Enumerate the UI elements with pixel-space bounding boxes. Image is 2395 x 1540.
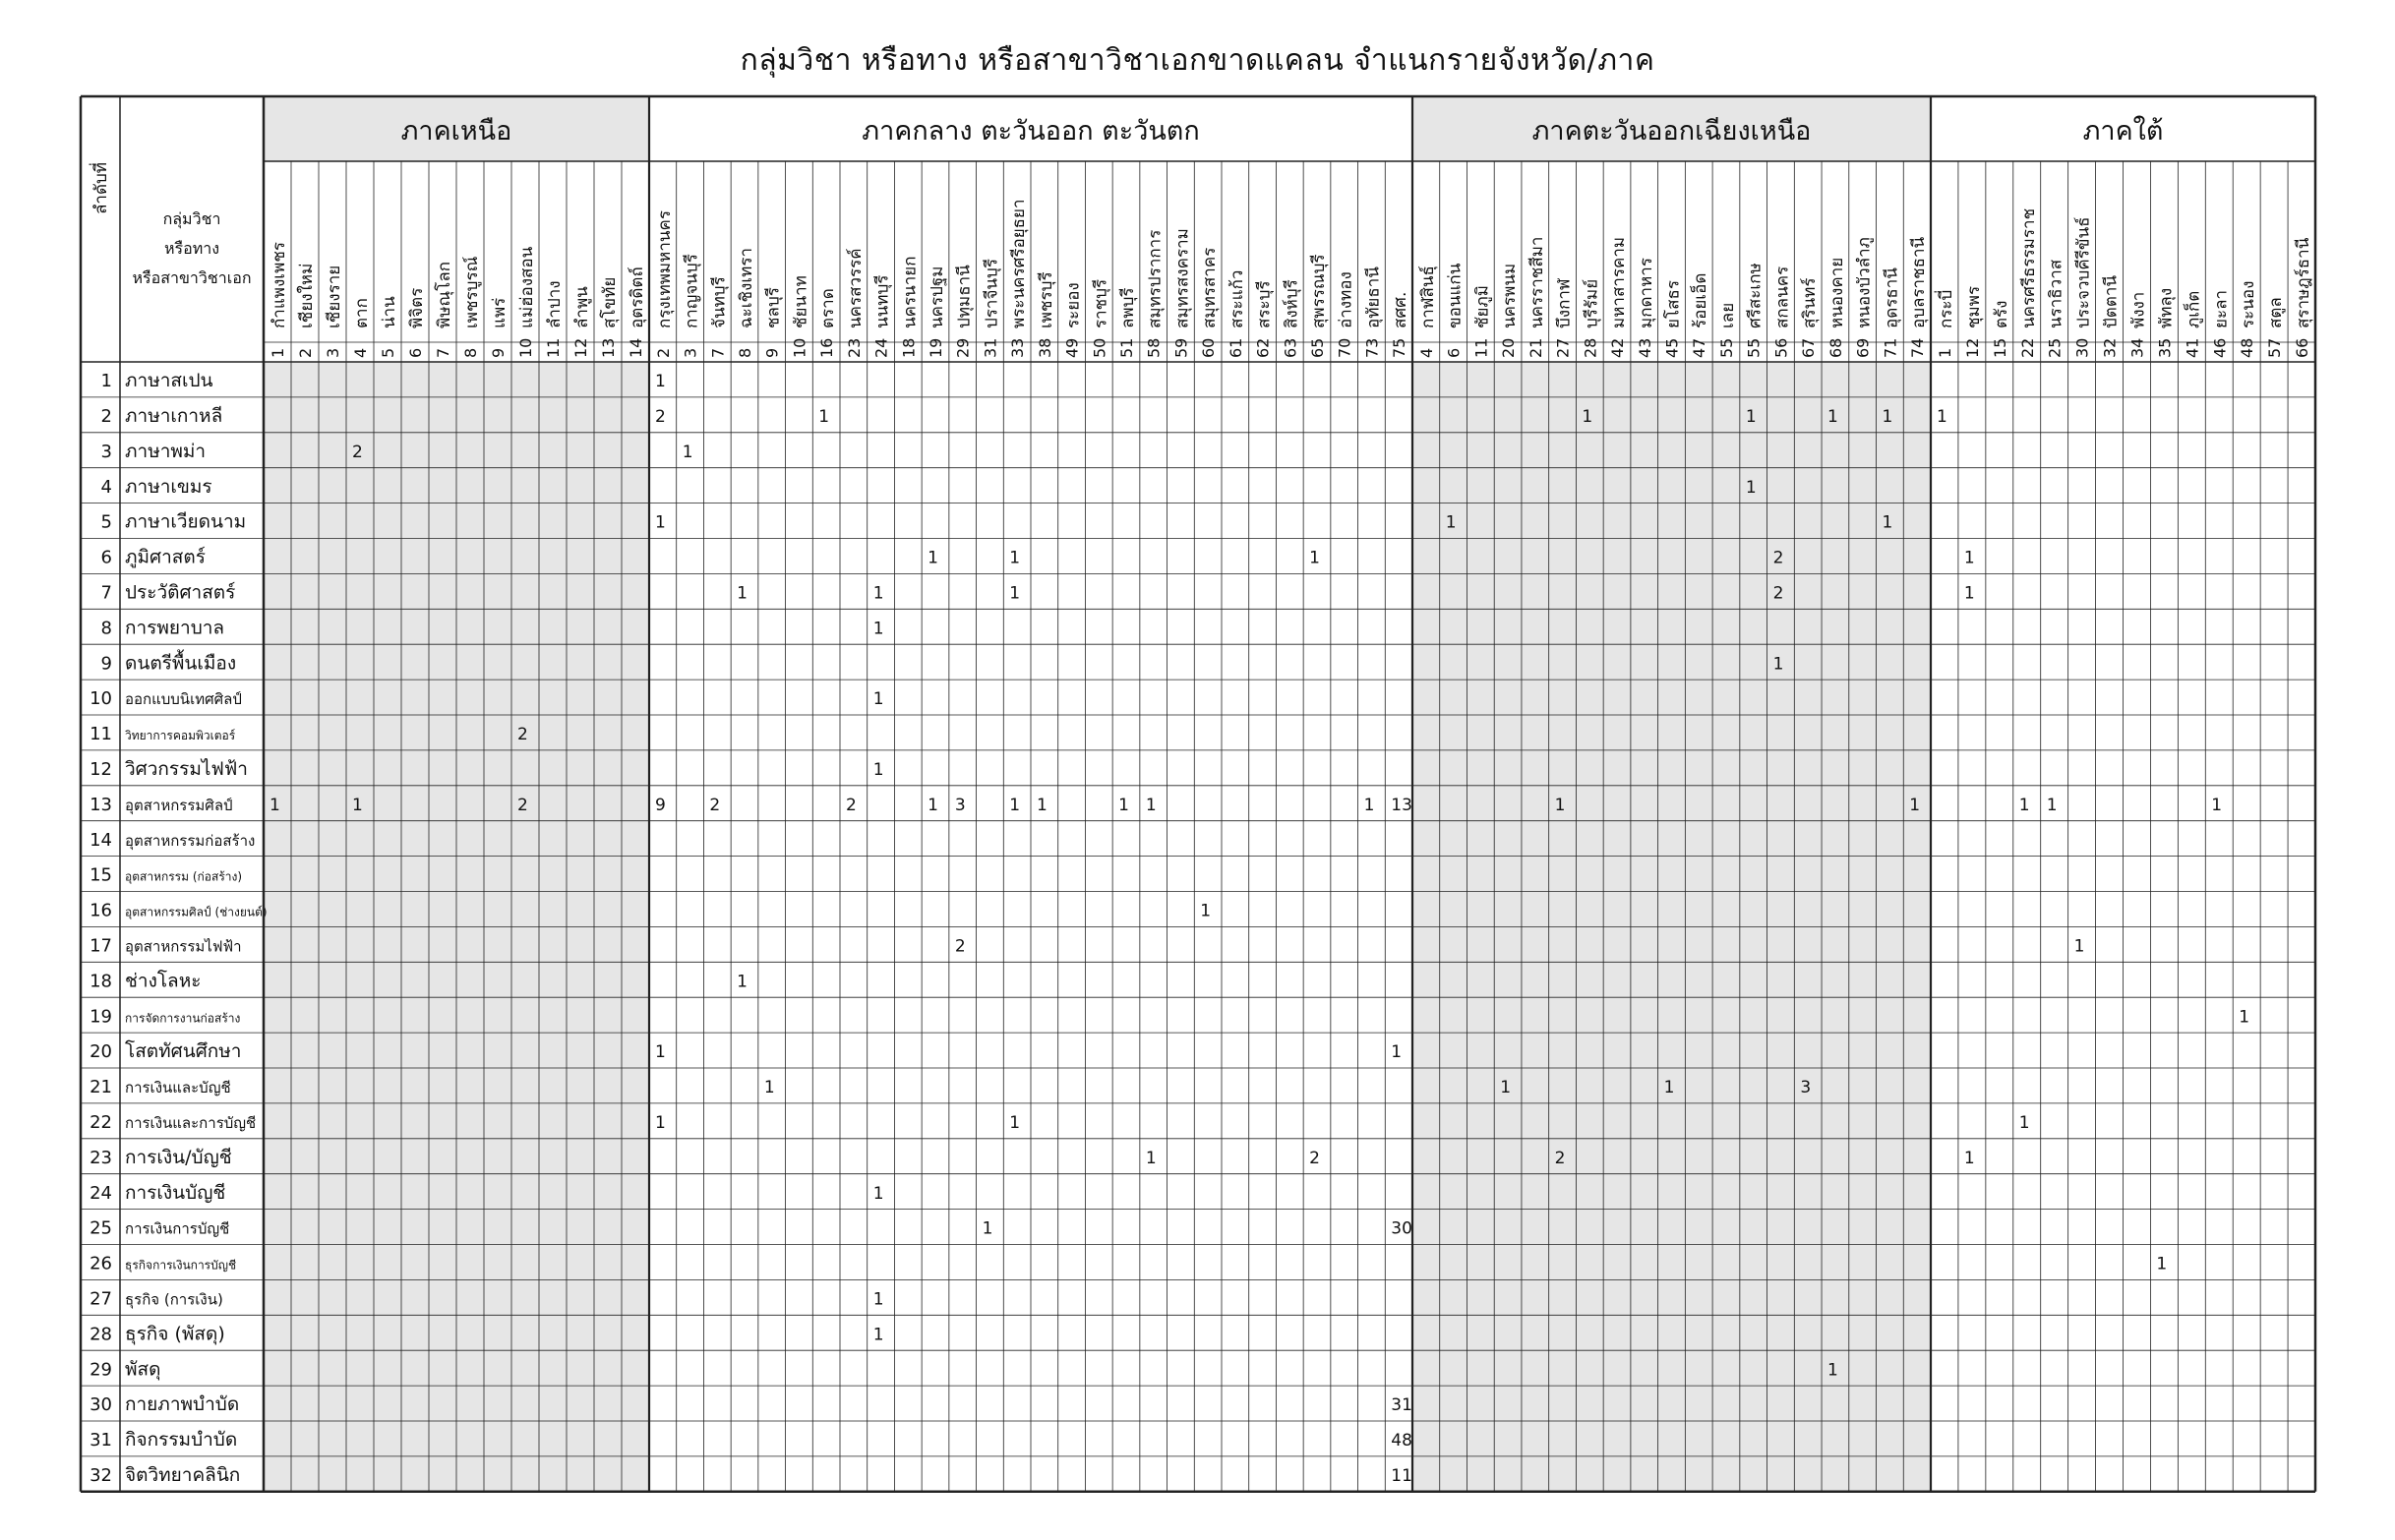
province-code: 24 <box>871 337 891 358</box>
province-code: 58 <box>1144 337 1164 358</box>
province-name: แม่ฮ่องสอน <box>517 246 537 328</box>
row-subject: ภาษาเกาหลี <box>125 405 223 428</box>
row-subject: การจัดการงานก่อสร้าง <box>125 1011 241 1026</box>
cell-value: 1 <box>818 407 830 428</box>
province-code: 4 <box>351 347 370 358</box>
province-code: 42 <box>1608 337 1628 358</box>
row-number: 13 <box>90 794 112 815</box>
row-number: 15 <box>90 864 112 886</box>
row-number: 19 <box>90 1006 112 1028</box>
row-subject: การเงินบัญชี <box>125 1181 226 1204</box>
province-name: ชัยนาท <box>791 275 811 328</box>
province-code: 13 <box>599 337 618 358</box>
cell-value: 3 <box>954 795 966 815</box>
row-subject: ออกแบบนิเทศศิลป์ <box>125 690 242 709</box>
province-code: 29 <box>953 337 973 358</box>
cell-value: 1 <box>928 795 938 815</box>
cell-value: 1 <box>1009 795 1021 815</box>
cell-value: 1 <box>982 1218 993 1239</box>
province-name: ลพบุรี <box>1118 287 1138 328</box>
province-code: 55 <box>1744 337 1764 358</box>
province-name: ยะลา <box>2211 289 2232 328</box>
province-code: 51 <box>1117 337 1136 358</box>
province-code: 46 <box>2210 337 2230 358</box>
province-code: 66 <box>2293 337 2312 358</box>
province-name: น่าน <box>380 296 399 328</box>
province-code: 1 <box>1935 347 1954 358</box>
province-name: แพร่ <box>490 297 509 328</box>
province-name: สตูล <box>2266 297 2287 328</box>
province-code: 67 <box>1799 337 1819 358</box>
region-title-1: ภาคเหนือ <box>400 116 512 147</box>
province-code: 73 <box>1362 337 1382 358</box>
province-name: เลย <box>1717 302 1738 328</box>
cell-value: 1 <box>1963 548 1975 568</box>
province-name: เชียงใหม่ <box>297 263 317 328</box>
cell-value: 1 <box>1882 512 1893 533</box>
province-code: 74 <box>1908 337 1928 358</box>
row-number: 3 <box>100 441 112 462</box>
province-code: 63 <box>1281 337 1300 358</box>
province-code: 25 <box>2045 337 2065 358</box>
province-code: 56 <box>1771 337 1791 358</box>
row-number: 31 <box>90 1430 112 1451</box>
cell-value: 1 <box>1963 583 1975 604</box>
row-number: 9 <box>100 653 112 675</box>
province-code: 59 <box>1171 337 1191 358</box>
cell-value: 2 <box>352 442 363 462</box>
row-subject: การพยาบาล <box>125 617 225 639</box>
cell-value: 1 <box>737 583 748 604</box>
province-name: ตรัง <box>1991 300 2011 328</box>
province-code: 70 <box>1335 337 1354 358</box>
province-name: ระยอง <box>1063 282 1084 328</box>
cell-value: 11 <box>1391 1466 1412 1487</box>
province-code: 27 <box>1553 337 1573 358</box>
row-number: 14 <box>90 829 112 851</box>
row-subject: ธุรกิจ (การเงิน) <box>125 1290 223 1309</box>
province-code: 6 <box>1444 347 1464 358</box>
province-code: 2 <box>653 347 673 358</box>
province-name: ระนอง <box>2239 280 2259 328</box>
province-name: พิษณุโลก <box>435 261 454 328</box>
row-subject: อุตสาหกรรมไฟฟ้า <box>125 937 242 956</box>
cell-value: 2 <box>846 795 857 815</box>
province-code: 11 <box>544 337 563 358</box>
row-subject: การเงิน/บัญชี <box>125 1146 232 1168</box>
province-code: 31 <box>981 337 1000 358</box>
province-code: 3 <box>324 347 342 358</box>
row-number: 23 <box>90 1147 112 1168</box>
cell-value: 1 <box>1009 583 1021 604</box>
province-code: 9 <box>489 347 508 358</box>
cell-value: 2 <box>709 795 721 815</box>
row-subject: ธุรกิจการเงินการบัญชี <box>125 1258 237 1273</box>
province-code: 71 <box>1881 337 1900 358</box>
cell-value: 2 <box>1772 583 1784 604</box>
province-name: อ่างทอง <box>1336 271 1356 328</box>
cell-value: 1 <box>928 548 938 568</box>
province-name: นครปฐม <box>928 266 947 328</box>
cell-value: 1 <box>2018 1113 2030 1134</box>
province-code: 5 <box>379 347 397 358</box>
province-code: 34 <box>2127 337 2147 358</box>
province-name: ฉะเชิงเทรา <box>737 247 756 328</box>
province-name: ลำปาง <box>545 280 565 328</box>
province-name: ชัยภูมิ <box>1472 285 1493 328</box>
cell-value: 2 <box>517 725 528 745</box>
cell-value: 1 <box>872 1183 884 1204</box>
province-code: 38 <box>1035 337 1054 358</box>
province-name: สระแก้ว <box>1227 269 1247 328</box>
row-number: 26 <box>90 1253 112 1274</box>
province-name: สุโขทัย <box>600 276 620 328</box>
row-subject: ภาษาเวียดนาม <box>125 510 247 533</box>
row-subject: ภูมิศาสตร์ <box>125 546 206 568</box>
row-subject: อุตสาหกรรม (ก่อสร้าง) <box>125 869 243 884</box>
province-name: ขอนแก่น <box>1445 263 1466 328</box>
cell-value: 2 <box>1554 1148 1566 1168</box>
province-name: สุราษฎร์ธานี <box>2294 237 2314 328</box>
province-name: ลำพูน <box>572 286 592 328</box>
province-name: มหาสารคาม <box>1609 236 1630 328</box>
province-name: พิจิตร <box>407 287 427 328</box>
cell-value: 1 <box>2211 795 2223 815</box>
cell-value: 1 <box>2018 795 2030 815</box>
cell-value: 2 <box>1309 1148 1320 1168</box>
row-number: 18 <box>90 971 112 992</box>
province-code: 75 <box>1390 337 1409 358</box>
order-header: ลำดับที่ <box>91 161 111 214</box>
province-code: 55 <box>1716 337 1736 358</box>
province-code: 2 <box>296 347 315 358</box>
row-subject: พัสดุ <box>125 1358 161 1381</box>
province-code: 19 <box>927 337 945 358</box>
cell-value: 30 <box>1391 1218 1412 1239</box>
row-subject: โสตทัศนศึกษา <box>125 1040 242 1063</box>
row-number: 1 <box>100 371 112 392</box>
row-subject: อุตสาหกรรมก่อสร้าง <box>125 831 256 850</box>
province-name: อุทัยธานี <box>1363 267 1384 328</box>
cell-value: 1 <box>655 372 666 392</box>
row-subject: จิตวิทยาคลินิก <box>125 1464 241 1487</box>
cell-value: 1 <box>1745 407 1757 428</box>
subject-header-line: หรือสาขาวิชาเอก <box>132 268 252 287</box>
cell-value: 2 <box>517 795 528 815</box>
subject-header-line: กลุ่มวิชา <box>162 209 221 228</box>
row-subject: อุตสาหกรรมศิลป์ (ช่างยนต์) <box>125 905 268 919</box>
province-code: 60 <box>1199 337 1219 358</box>
province-code: 32 <box>2100 337 2120 358</box>
cell-value: 48 <box>1391 1431 1412 1451</box>
province-name: กำแพงเพชร <box>269 242 289 328</box>
cell-value: 1 <box>872 583 884 604</box>
cell-value: 1 <box>872 1325 884 1345</box>
row-number: 4 <box>100 476 112 498</box>
cell-value: 1 <box>872 760 884 781</box>
province-code: 1 <box>269 347 287 358</box>
province-code: 11 <box>1471 337 1491 358</box>
province-code: 12 <box>571 337 590 358</box>
province-code: 3 <box>681 347 700 358</box>
cell-value: 3 <box>1800 1078 1812 1098</box>
province-code: 10 <box>516 337 535 358</box>
cell-value: 1 <box>1009 1113 1021 1134</box>
cell-value: 1 <box>1445 512 1457 533</box>
province-name: ประจวบคีรีขันธ์ <box>2073 216 2094 328</box>
cell-value: 1 <box>1500 1078 1512 1098</box>
province-code: 18 <box>899 337 919 358</box>
row-number: 6 <box>100 547 112 568</box>
province-name: ศรีสะเกษ <box>1745 263 1766 328</box>
province-name: สกลนคร <box>1772 266 1793 328</box>
province-name: อุตรดิตถ์ <box>628 267 647 328</box>
province-name: บึงกาฬ <box>1554 278 1575 328</box>
cell-value: 1 <box>1827 407 1838 428</box>
row-number: 24 <box>90 1182 112 1204</box>
cell-value: 1 <box>1882 407 1893 428</box>
province-name: นครสวรรค์ <box>845 248 866 328</box>
row-subject: การเงินและการบัญชี <box>125 1114 257 1133</box>
row-subject: กิจกรรมบำบัด <box>125 1429 238 1451</box>
province-name: กาญจนบุรี <box>682 254 702 328</box>
province-code: 23 <box>844 337 864 358</box>
province-name: นครพนม <box>1500 263 1521 328</box>
province-name: หนองคาย <box>1826 257 1847 328</box>
row-number: 25 <box>90 1217 112 1239</box>
row-subject: กายภาพบำบัด <box>125 1393 240 1416</box>
province-code: 12 <box>1962 337 1982 358</box>
province-name: บุรีรัมย์ <box>1582 278 1602 328</box>
province-code: 33 <box>1008 337 1028 358</box>
province-name: ตาก <box>352 298 372 328</box>
province-name: พระนครศรีอยุธยา <box>1009 199 1030 328</box>
row-subject: ประวัติศาสตร์ <box>125 581 236 604</box>
province-name: พัทลุง <box>2156 287 2177 328</box>
cell-value: 1 <box>872 689 884 710</box>
cell-value: 1 <box>2073 936 2085 957</box>
cell-value: 1 <box>872 619 884 639</box>
province-code: 6 <box>406 347 425 358</box>
cell-value: 1 <box>655 512 666 533</box>
row-subject: อุตสาหกรรมศิลป์ <box>125 796 233 814</box>
province-name: ปราจีนบุรี <box>982 259 1002 328</box>
province-name: ชลบุรี <box>763 287 784 328</box>
province-name: สมุทรสงคราม <box>1172 228 1193 328</box>
province-name: สมุทรปราการ <box>1145 229 1166 328</box>
cell-value: 1 <box>1309 548 1320 568</box>
province-name: สศศ. <box>1391 291 1411 328</box>
cell-value: 1 <box>2156 1254 2168 1274</box>
cell-value: 1 <box>1145 795 1157 815</box>
province-name: สุรินทร์ <box>1800 277 1821 328</box>
region-title-3: ภาคตะวันออกเฉียงเหนือ <box>1531 116 1812 147</box>
province-code: 7 <box>708 347 728 358</box>
province-code: 4 <box>1416 347 1436 358</box>
row-number: 32 <box>90 1465 112 1487</box>
row-subject: ดนตรีพื้นเมือง <box>125 652 237 675</box>
province-code: 20 <box>1499 337 1519 358</box>
province-code: 57 <box>2265 337 2285 358</box>
row-number: 29 <box>90 1359 112 1381</box>
province-code: 68 <box>1826 337 1845 358</box>
province-code: 35 <box>2155 337 2175 358</box>
cell-value: 1 <box>269 795 280 815</box>
row-number: 2 <box>100 406 112 428</box>
province-name: เชียงราย <box>325 265 344 328</box>
province-code: 61 <box>1226 337 1245 358</box>
province-code: 41 <box>2183 337 2202 358</box>
cell-value: 13 <box>1391 795 1412 815</box>
province-code: 45 <box>1662 337 1682 358</box>
cell-value: 1 <box>1909 795 1921 815</box>
row-subject: การเงินและบัญชี <box>125 1079 231 1097</box>
province-name: กาฬสินธุ์ <box>1417 266 1438 328</box>
cell-value: 1 <box>1745 477 1757 498</box>
province-name: เพชรบูรณ์ <box>462 256 482 328</box>
province-code: 43 <box>1635 337 1654 358</box>
cell-value: 1 <box>1037 795 1048 815</box>
cell-value: 1 <box>682 442 693 462</box>
row-number: 27 <box>90 1288 112 1310</box>
row-number: 5 <box>100 511 112 533</box>
row-subject: วิทยาการคอมพิวเตอร์ <box>125 729 236 743</box>
province-code: 69 <box>1853 337 1873 358</box>
province-name: นนทบุรี <box>872 274 893 328</box>
province-name: อุบลราชธานี <box>1909 236 1930 328</box>
cell-value: 1 <box>1772 654 1784 675</box>
cell-value: 1 <box>872 1289 884 1310</box>
cell-value: 9 <box>655 795 666 815</box>
province-name: นครนายก <box>900 256 921 328</box>
row-number: 17 <box>90 935 112 957</box>
cell-value: 1 <box>2239 1007 2250 1028</box>
province-code: 50 <box>1090 337 1109 358</box>
page-title: กลุ่มวิชา หรือทาง หรือสาขาวิชาเอกขาดแคลน จำแนกรายจังหวัด/ภาค <box>740 43 1655 78</box>
row-subject: ช่างโลหะ <box>125 970 202 992</box>
province-name: ร้อยเอ็ด <box>1691 272 1711 328</box>
province-name: ปัตตานี <box>2101 274 2122 328</box>
cell-value: 1 <box>1937 407 1947 428</box>
province-code: 9 <box>762 347 782 358</box>
cell-value: 1 <box>1554 795 1566 815</box>
row-number: 12 <box>90 759 112 781</box>
province-name: กรุงเทพมหานคร <box>654 209 675 328</box>
cell-value: 2 <box>954 936 966 957</box>
province-code: 65 <box>1308 337 1327 358</box>
province-name: เพชรบุรี <box>1036 271 1056 328</box>
province-code: 14 <box>627 337 645 358</box>
province-code: 47 <box>1690 337 1709 358</box>
cell-value: 1 <box>1963 1148 1975 1168</box>
cell-value: 1 <box>1118 795 1129 815</box>
cell-value: 1 <box>1391 1042 1403 1063</box>
region-title-4: ภาคใต้ <box>2082 116 2164 147</box>
row-number: 8 <box>100 618 112 639</box>
subject-header-line: หรือทาง <box>163 239 220 258</box>
province-name: ชุมพร <box>1963 285 1984 328</box>
region-title-2: ภาคกลาง ตะวันออก ตะวันตก <box>862 116 1200 147</box>
province-name: นครศรีธรรมราช <box>2018 207 2039 328</box>
cell-value: 1 <box>1009 548 1021 568</box>
province-code: 7 <box>434 347 452 358</box>
province-name: สิงห์บุรี <box>1282 279 1302 328</box>
province-name: อุดรธานี <box>1882 267 1902 328</box>
province-name: สุพรรณบุรี <box>1309 254 1329 328</box>
row-number: 20 <box>90 1041 112 1063</box>
row-subject: ธุรกิจ (พัสดุ) <box>125 1323 225 1345</box>
row-number: 21 <box>90 1077 112 1098</box>
province-name: สมุทรสาคร <box>1200 247 1221 328</box>
cell-value: 1 <box>737 972 748 992</box>
province-code: 10 <box>790 337 809 358</box>
province-name: สระบุรี <box>1254 280 1275 328</box>
province-code: 62 <box>1253 337 1273 358</box>
row-number: 28 <box>90 1324 112 1345</box>
cell-value: 1 <box>1363 795 1375 815</box>
cell-value: 1 <box>2046 795 2058 815</box>
province-code: 30 <box>2072 337 2092 358</box>
cell-value: 1 <box>763 1078 775 1098</box>
row-subject: การเงินการบัญชี <box>125 1219 230 1238</box>
province-code: 28 <box>1581 337 1600 358</box>
province-code: 49 <box>1062 337 1082 358</box>
province-name: ภูเก็ต <box>2184 290 2204 328</box>
row-number: 11 <box>90 724 112 745</box>
province-name: ปทุมธานี <box>954 265 975 328</box>
province-name: ราชบุรี <box>1091 278 1111 328</box>
cell-value: 1 <box>1827 1360 1838 1381</box>
cell-value: 1 <box>1145 1148 1157 1168</box>
province-code: 16 <box>817 337 837 358</box>
province-name: ยโสธร <box>1663 280 1684 328</box>
row-subject: ภาษาพม่า <box>125 440 207 462</box>
row-number: 16 <box>90 900 112 921</box>
province-code: 48 <box>2238 337 2257 358</box>
row-subject: ภาษาเขมร <box>125 475 212 498</box>
cell-value: 1 <box>352 795 363 815</box>
province-name: ตราด <box>818 288 839 328</box>
province-code: 8 <box>736 347 754 358</box>
province-code: 22 <box>2017 337 2037 358</box>
province-name: กระบี่ <box>1936 289 1956 328</box>
province-code: 8 <box>461 347 480 358</box>
cell-value: 1 <box>1663 1078 1675 1098</box>
province-name: จันทบุรี <box>709 276 730 328</box>
row-number: 30 <box>90 1394 112 1416</box>
cell-value: 31 <box>1391 1395 1412 1416</box>
province-name: พังงา <box>2128 291 2149 328</box>
row-number: 10 <box>90 688 112 710</box>
province-name: มุกดาหาร <box>1636 258 1656 328</box>
row-number: 22 <box>90 1112 112 1134</box>
row-number: 7 <box>100 582 112 604</box>
cell-value: 2 <box>655 407 666 428</box>
province-name: หนองบัวลำภู <box>1854 237 1875 328</box>
province-name: นครราชสีมา <box>1527 236 1547 328</box>
cell-value: 1 <box>1200 901 1212 921</box>
cell-value: 1 <box>1582 407 1593 428</box>
cell-value: 1 <box>655 1042 666 1063</box>
province-code: 21 <box>1526 337 1545 358</box>
province-name: นราธิวาส <box>2046 259 2066 328</box>
row-subject: วิศวกรรมไฟฟ้า <box>125 758 248 781</box>
cell-value: 1 <box>655 1113 666 1134</box>
row-subject: ภาษาสเปน <box>125 370 213 392</box>
province-code: 15 <box>1990 337 2009 358</box>
cell-value: 2 <box>1772 548 1784 568</box>
